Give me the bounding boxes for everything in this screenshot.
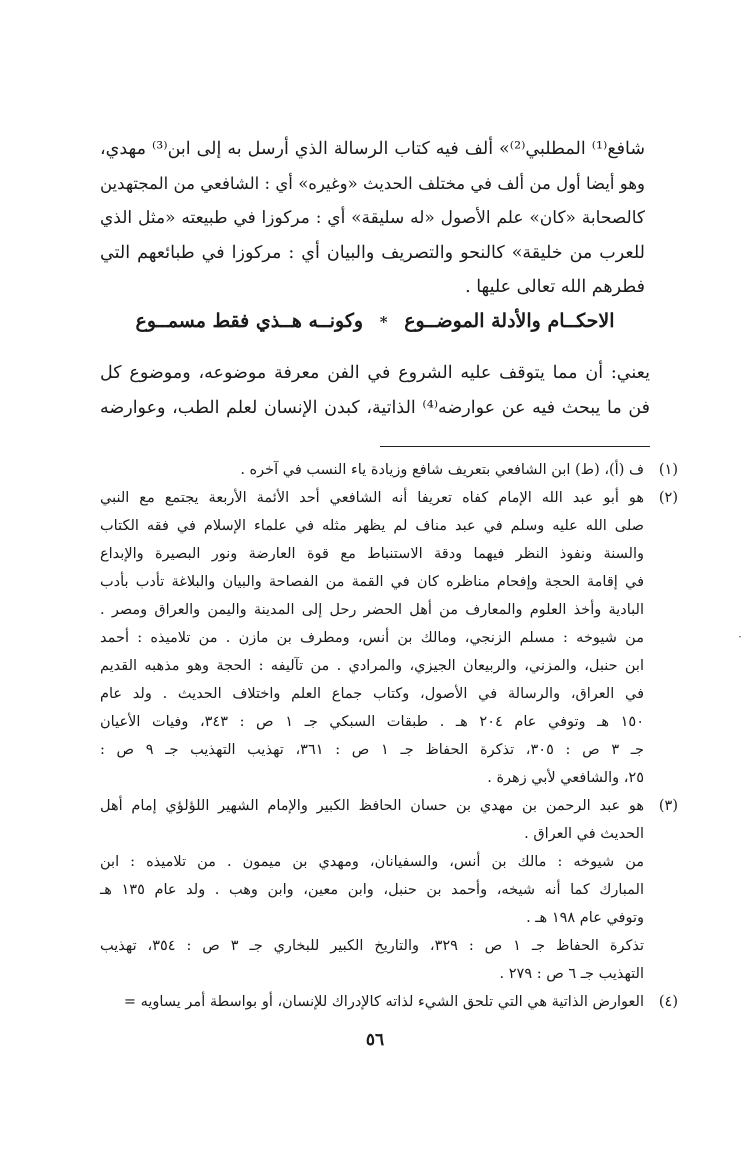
commentary-line: يعني: أن مما يتوقف عليه الشروع في الفن معرفة موضوعه، وموضوع كل <box>100 363 650 383</box>
footnote-line: في إقامة الحجة وإفحام مناظره كان في القمة من الفصاحة والبيان والبلاغة تأدب بأدب <box>100 574 644 590</box>
margin-mark: · <box>738 630 742 644</box>
page-number: ٥٦ <box>365 1030 385 1050</box>
main-text-block <box>100 132 645 305</box>
commentary-line: فن ما يبحث فيه عن عوارضه⁽⁴⁾ الذاتية، كبدن الإنسان لعلم الطب، وعوارضه <box>100 397 651 418</box>
footnote-2 <box>100 484 678 792</box>
footnote-line: وتوفي عام ١٩٨ هـ . <box>526 910 644 926</box>
main-text-line: للعرب من خليقة» كالنحو والتصريف والبيان أي : مركوزا في طبائعهم التي <box>100 242 645 263</box>
commentary-text-block <box>100 356 650 425</box>
footnote-line: هو أبو عبد الله الإمام كفاه تعريفا أنه الشافعي أحد الأئمة الأربعة يجتمع مع النبي <box>100 490 644 506</box>
footnote-line: ف (أ)، (ط) ابن الشافعي بتعريف شافع وزيادة ياء النسب في آخره . <box>240 462 644 478</box>
verse-separator-star: * <box>379 313 388 331</box>
main-text-line: كالصحابة «كان» علم الأصول «له سليقة» أي : مركوزا في طبيعته «مثل الذي <box>100 208 645 228</box>
footnote-line: ١٥٠ هـ وتوفي عام ٢٠٤ هـ . طبقات السبكي جـ ١ ص : ٣٤٣، وفيات الأعيان <box>100 714 644 730</box>
footnote-line: من شيوخه : مسلم الزنجي، ومالك بن أنس، ومطرف بن مازن . من تلاميذه : أحمد <box>100 630 644 646</box>
footnote-divider <box>380 446 650 447</box>
verse-first-hemistich: الاحكــام والأدلة الموضــوع <box>404 310 615 332</box>
footnote-number: (٢) <box>658 490 678 506</box>
footnote-number: (١) <box>658 462 678 478</box>
footnote-line: جـ ٣ ص : ٣٠٥، تذكرة الحفاظ جـ ١ ص : ٣٦١، تهذيب التهذيب جـ ٩ ص : <box>100 742 645 758</box>
footnote-line: العوارض الذاتية هي التي تلحق الشيء لذاته كالإدراك للإنسان، أو بواسطة أمر يساويه = <box>123 994 644 1010</box>
footnote-line: من شيوخه : مالك بن أنس، والسفيانان، ومهدي بن ميمون . من تلاميذه : ابن <box>100 854 644 870</box>
footnote-3 <box>100 792 678 988</box>
verse-second-hemistich: وكونــه هــذي فقط مسمــوع <box>135 310 364 332</box>
footnote-line: والسنة ونفوذ النظر فيهما ودقة الاستنباط مع قوة العارضة ونور البصيرة والإبداع <box>100 546 644 562</box>
footnote-line: ٢٥، والشافعي لأبي زهرة . <box>487 770 644 786</box>
footnote-4 <box>100 988 678 1016</box>
footnote-line: هو عبد الرحمن بن مهدي بن حسان الحافظ الكبير والإمام الشهير اللؤلؤي إمام أهل <box>100 798 644 814</box>
verse-heading <box>100 310 650 332</box>
footnotes-section <box>100 456 678 1016</box>
footnote-line: صلى الله عليه وسلم في عبد مناف لم يظهر مثله في علماء الإسلام في فقه الكتاب <box>100 518 644 534</box>
main-text-line: وهو أيضا أول من ألف في مختلف الحديث «وغيره» أي : الشافعي من المجتهدين <box>100 173 645 193</box>
footnote-line: البادية وأخذ العلوم والمعارف من أهل الحضر رحل إلى المدينة واليمن والعراق ومصر . <box>100 602 644 618</box>
main-text-line: شافع⁽¹⁾ المطلبي⁽²⁾» ألف فيه كتاب الرسالة الذي أرسل به إلى ابن⁽³⁾ مهدي، <box>100 139 645 159</box>
footnote-line: التهذيب جـ ٦ ص : ٢٧٩ . <box>499 966 644 982</box>
footnote-line: المبارك كما أنه شيخه، وأحمد بن حنبل، وابن معين، وابن وهب . ولد عام ١٣٥ هـ <box>100 882 644 898</box>
footnote-number: (٤) <box>658 994 678 1010</box>
footnote-1 <box>100 456 678 484</box>
footnote-number: (٣) <box>658 798 678 814</box>
footnote-line: ابن حنبل، والمزني، والربيعان الجيزي، والمرادي . من تآليفه : الحجة وهو مذهبه القديم <box>100 658 644 674</box>
main-text-line: فطرهم الله تعالى عليها . <box>465 277 645 297</box>
footnote-line: في العراق، والرسالة في الأصول، وكتاب جماع العلم واختلاف الحديث . ولد عام <box>100 686 644 702</box>
footnote-line: الحديث في العراق . <box>524 826 644 842</box>
footnote-line: تذكرة الحفاظ جـ ١ ص : ٣٢٩، والتاريخ الكبير للبخاري جـ ٣ ص : ٣٥٤، تهذيب <box>100 938 645 954</box>
